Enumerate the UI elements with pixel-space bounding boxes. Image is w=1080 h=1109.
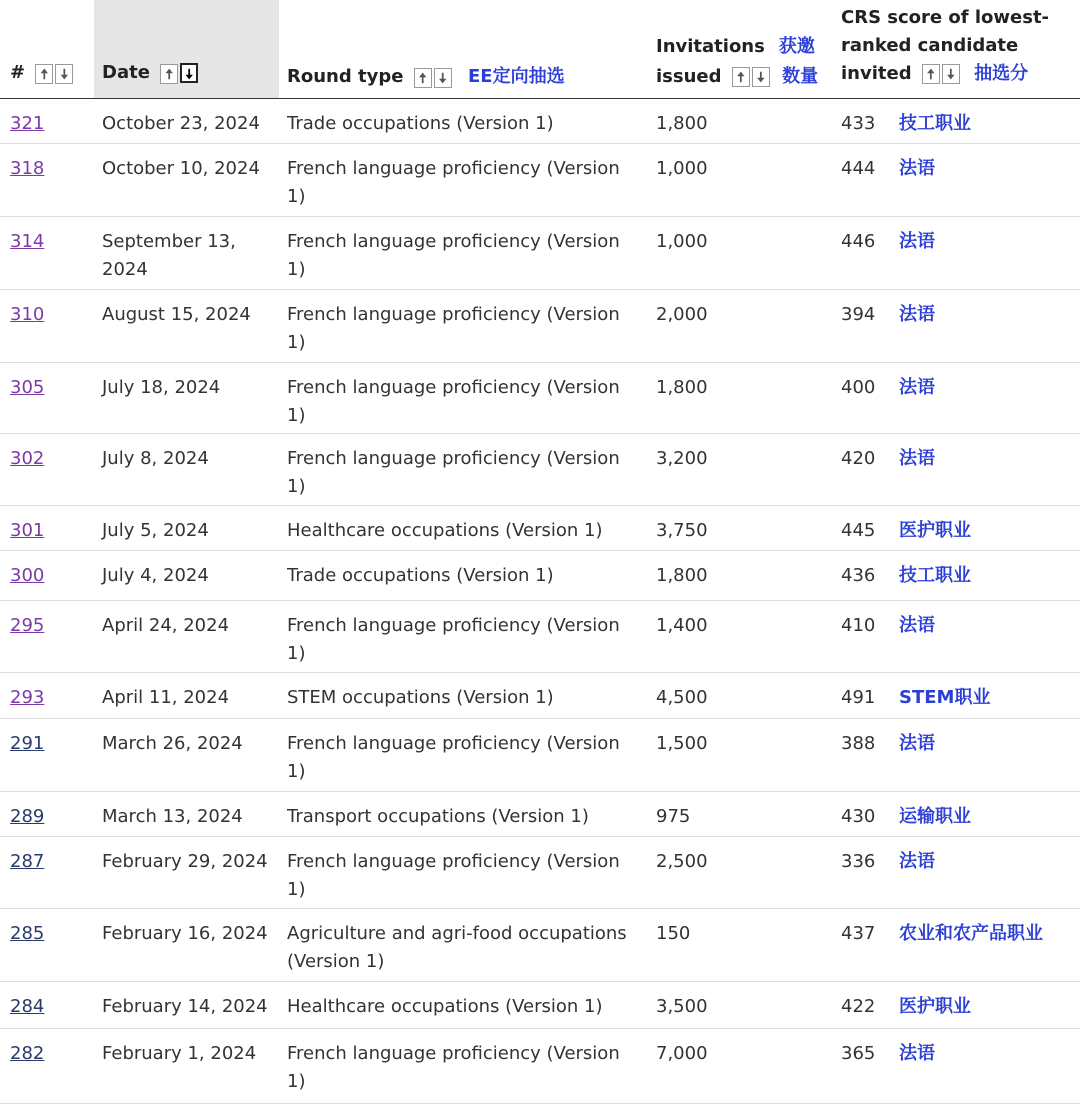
crs-score-cell: 444 [841, 158, 876, 179]
sort-down-icon[interactable]: 🠇 [55, 64, 73, 84]
round-number-link[interactable]: 300 [10, 565, 45, 586]
round-type-cell: French language proficiency (Version 1) [287, 1043, 620, 1092]
crs-score-cell: 433 [841, 113, 876, 134]
table-row [0, 908, 1080, 982]
round-number-link[interactable]: 282 [10, 1043, 45, 1064]
table-row [0, 505, 1080, 551]
date-cell: February 14, 2024 [102, 996, 268, 1017]
date-cell: March 26, 2024 [102, 733, 243, 754]
table-header [0, 0, 1080, 99]
round-number-cell [10, 920, 44, 948]
round-number-cell [10, 374, 44, 402]
date-cell: February 16, 2024 [102, 923, 268, 944]
crs-score-cell: 420 [841, 448, 876, 469]
crs-score-cell: 400 [841, 377, 876, 398]
date-cell: July 4, 2024 [102, 565, 209, 586]
round-type-cell: French language proficiency (Version 1) [287, 158, 620, 207]
round-number-cell [10, 562, 44, 590]
num-header: # 🠅 🠇 [10, 62, 75, 98]
round-type-cell: Transport occupations (Version 1) [287, 806, 589, 827]
date-header: Date 🠅 🠇 [102, 62, 200, 98]
category-note: 医护职业 [899, 520, 971, 541]
round-type-cell: French language proficiency (Version 1) [287, 377, 620, 426]
round-number-link[interactable]: 310 [10, 304, 45, 325]
round-number-link[interactable]: 318 [10, 158, 45, 179]
table-row [0, 718, 1080, 792]
date-cell: July 18, 2024 [102, 377, 221, 398]
crs-score-cell: 365 [841, 1043, 876, 1064]
invitations-cell: 4,500 [656, 687, 708, 708]
round-number-link[interactable]: 302 [10, 448, 45, 469]
round-type-cell: French language proficiency (Version 1) [287, 304, 620, 353]
invitations-cell: 1,000 [656, 158, 708, 179]
category-note: 农业和农产品职业 [899, 923, 1043, 944]
sort-down-active-icon[interactable]: 🠇 [180, 63, 198, 83]
category-note: 法语 [899, 733, 935, 754]
round-number-link[interactable]: 305 [10, 377, 45, 398]
crs-cn-label: 抽选分 [974, 63, 1029, 84]
round-type-cell: STEM occupations (Version 1) [287, 687, 554, 708]
round-number-link[interactable]: 321 [10, 113, 45, 134]
invitations-cell: 1,800 [656, 113, 708, 134]
round-number-cell [10, 301, 44, 329]
table-row [0, 362, 1080, 434]
round-number-link[interactable]: 295 [10, 615, 45, 636]
invitations-cell: 150 [656, 923, 691, 944]
category-note: 法语 [899, 615, 935, 636]
round-number-link[interactable]: 284 [10, 996, 45, 1017]
crs-score-cell: 410 [841, 615, 876, 636]
round-type-header: Round type 🠅 🠇 EE定向抽选 [287, 66, 565, 87]
date-cell: August 15, 2024 [102, 304, 251, 325]
round-number-cell [10, 445, 44, 473]
date-cell: February 29, 2024 [102, 851, 268, 872]
invitations-cn-label-1: 获邀 [778, 36, 815, 57]
round-number-cell [10, 612, 44, 640]
round-number-link[interactable]: 285 [10, 923, 45, 944]
sort-up-icon[interactable]: 🠅 [414, 68, 432, 88]
round-type-cell: French language proficiency (Version 1) [287, 231, 620, 280]
round-number-cell [10, 1040, 44, 1068]
table-row [0, 981, 1080, 1029]
round-type-cell: Healthcare occupations (Version 1) [287, 520, 603, 541]
invitations-cell: 975 [656, 806, 691, 827]
table-row [0, 791, 1080, 837]
invitations-cell: 1,800 [656, 377, 708, 398]
date-cell: March 13, 2024 [102, 806, 243, 827]
sort-up-icon[interactable]: 🠅 [35, 64, 53, 84]
round-type-cell: French language proficiency (Version 1) [287, 733, 620, 782]
round-number-link[interactable]: 314 [10, 231, 45, 252]
crs-score-cell: 388 [841, 733, 876, 754]
invitations-cell: 2,000 [656, 304, 708, 325]
round-number-cell [10, 730, 44, 758]
crs-score-cell: 446 [841, 231, 876, 252]
round-number-link[interactable]: 293 [10, 687, 45, 708]
crs-score-cell: 437 [841, 923, 876, 944]
date-cell: April 11, 2024 [102, 687, 230, 708]
date-cell: February 1, 2024 [102, 1043, 257, 1064]
category-note: 法语 [899, 304, 935, 325]
category-note: 法语 [899, 1043, 935, 1064]
category-note: STEM职业 [899, 687, 991, 708]
crs-score-cell: 394 [841, 304, 876, 325]
category-note: 法语 [899, 448, 935, 469]
date-cell: October 10, 2024 [102, 158, 260, 179]
date-sort-controls [160, 63, 200, 84]
table-row [0, 600, 1080, 673]
date-cell: July 8, 2024 [102, 448, 209, 469]
round-type-sort-controls [414, 67, 454, 88]
round-number-cell [10, 803, 44, 831]
round-number-cell [10, 684, 44, 712]
crs-score-cell: 445 [841, 520, 876, 541]
category-note: 技工职业 [899, 113, 971, 134]
round-type-cell: French language proficiency (Version 1) [287, 448, 620, 497]
round-type-cell: Trade occupations (Version 1) [287, 565, 554, 586]
crs-score-cell: 491 [841, 687, 876, 708]
invitations-cell: 3,500 [656, 996, 708, 1017]
num-sort-controls [35, 63, 75, 84]
sort-up-icon[interactable]: 🠅 [922, 64, 940, 84]
table-row [0, 98, 1080, 144]
category-note: 法语 [899, 231, 935, 252]
round-number-cell [10, 155, 44, 183]
invitations-cn-label-2: 数量 [782, 66, 819, 87]
sort-up-icon[interactable]: 🠅 [732, 67, 750, 87]
date-cell: July 5, 2024 [102, 520, 209, 541]
invitations-cell: 1,400 [656, 615, 708, 636]
date-cell: April 24, 2024 [102, 615, 230, 636]
date-cell: September 13, 2024 [102, 231, 236, 280]
category-note: 法语 [899, 377, 935, 398]
round-number-cell [10, 228, 44, 256]
round-number-cell [10, 110, 44, 138]
category-note: 运输职业 [899, 806, 971, 827]
category-note: 技工职业 [899, 565, 971, 586]
invitations-header: Invitations 获邀 issued 🠅 🠇 数量 [656, 32, 818, 98]
sort-down-icon[interactable]: 🠇 [942, 64, 960, 84]
crs-score-cell: 430 [841, 806, 876, 827]
round-type-cell: French language proficiency (Version 1) [287, 615, 620, 664]
sort-up-icon[interactable]: 🠅 [160, 64, 178, 84]
invitations-cell: 1,000 [656, 231, 708, 252]
invitations-cell: 3,750 [656, 520, 708, 541]
crs-score-cell: 336 [841, 851, 876, 872]
table-row [0, 550, 1080, 601]
invitations-cell: 1,500 [656, 733, 708, 754]
table-row [0, 143, 1080, 217]
crs-sort-controls [922, 60, 962, 88]
table-row [0, 1028, 1080, 1104]
table-row [0, 672, 1080, 719]
invitations-cell: 2,500 [656, 851, 708, 872]
invitations-cell: 1,800 [656, 565, 708, 586]
round-number-cell [10, 993, 44, 1021]
category-note: 法语 [899, 158, 935, 179]
round-number-link[interactable]: 289 [10, 806, 45, 827]
category-note: 法语 [899, 851, 935, 872]
round-type-cell: French language proficiency (Version 1) [287, 851, 620, 900]
round-number-link[interactable]: 287 [10, 851, 45, 872]
crs-header: CRS score of lowest- ranked candidate invited 🠅 🠇 抽选分 [841, 4, 1049, 98]
round-type-cell: Agriculture and agri-food occupations (Version 1) [287, 923, 627, 972]
round-type-cn-label: EE定向抽选 [468, 66, 565, 87]
crs-score-cell: 422 [841, 996, 876, 1017]
crs-score-cell: 436 [841, 565, 876, 586]
invitations-cell: 3,200 [656, 448, 708, 469]
round-number-cell [10, 848, 44, 876]
table-row [0, 836, 1080, 909]
round-number-cell [10, 517, 44, 545]
round-number-link[interactable]: 301 [10, 520, 45, 541]
date-cell: October 23, 2024 [102, 113, 260, 134]
round-type-cell: Healthcare occupations (Version 1) [287, 996, 603, 1017]
table-row [0, 289, 1080, 363]
round-type-cell: Trade occupations (Version 1) [287, 113, 554, 134]
invitations-cell: 7,000 [656, 1043, 708, 1064]
table-row [0, 433, 1080, 506]
invitations-sort-controls [732, 62, 772, 92]
table-row [0, 216, 1080, 290]
round-number-link[interactable]: 291 [10, 733, 45, 754]
category-note: 医护职业 [899, 996, 971, 1017]
sort-down-icon[interactable]: 🠇 [752, 67, 770, 87]
sort-down-icon[interactable]: 🠇 [434, 68, 452, 88]
